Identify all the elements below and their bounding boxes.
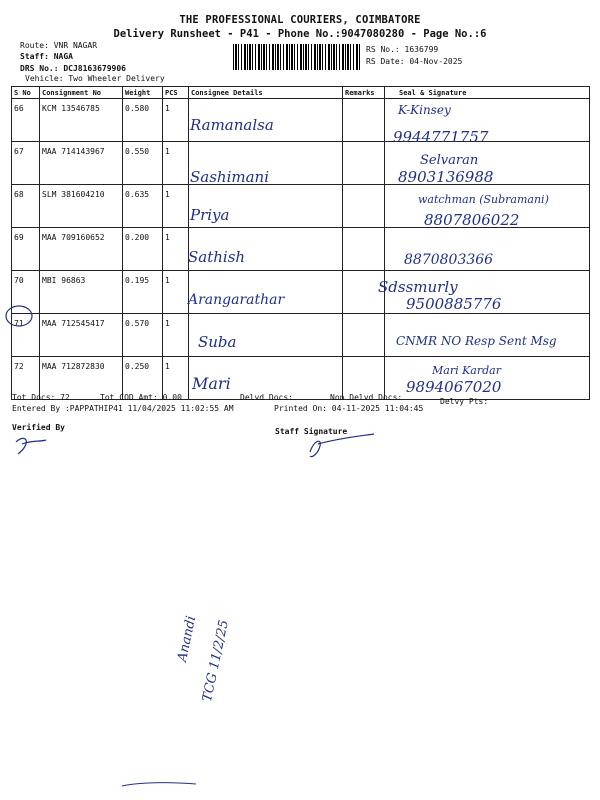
cell-sno: 70 — [12, 271, 40, 314]
col-remarks: Remarks — [343, 87, 385, 99]
total-cod: Tot COD Amt: 0.00 — [100, 393, 182, 402]
cell-pcs: 1 — [163, 271, 189, 314]
row-71-circle-mark — [4, 303, 34, 329]
cell-pcs: 1 — [163, 99, 189, 142]
total-docs: Tot Docs: 72 — [12, 393, 70, 402]
table-row — [12, 357, 590, 400]
consignee-name-70: Arangarathar — [188, 292, 285, 308]
cell-remarks — [343, 185, 385, 228]
signature-67-phone: 8903136988 — [398, 168, 494, 186]
company-title: THE PROFESSIONAL COURIERS, COIMBATORE — [179, 14, 421, 26]
cell-consignment: KCM 13546785 — [40, 99, 123, 142]
route-label: Route: VNR NAGAR — [20, 41, 98, 50]
cell-sno: 69 — [12, 228, 40, 271]
consignee-name-71: Suba — [198, 333, 237, 351]
delivered-docs: Delvd Docs: — [240, 393, 293, 402]
cell-pcs: 1 — [163, 357, 189, 400]
runsheet-subtitle: Delivery Runsheet - P41 - Phone No.:9047080280 - Page No.:6 — [113, 28, 487, 40]
cell-weight: 0.570 — [123, 314, 163, 357]
signature-68-name: watchman (Subramani) — [418, 193, 549, 206]
col-pcs: PCS — [163, 87, 189, 99]
table-row — [12, 228, 590, 271]
non-delivered-docs: Non Delvd Docs: — [330, 393, 403, 402]
rs-date: RS Date: 04-Nov-2025 — [366, 57, 463, 66]
cell-pcs: 1 — [163, 185, 189, 228]
cell-remarks — [343, 228, 385, 271]
cell-remarks — [343, 99, 385, 142]
printed-on: Printed On: 04-11-2025 11:04:45 — [274, 404, 424, 413]
consignee-name-66: Ramanalsa — [190, 116, 274, 134]
cell-weight: 0.250 — [123, 357, 163, 400]
col-signature: Seal & Signature — [385, 87, 590, 99]
cell-weight: 0.195 — [123, 271, 163, 314]
cell-consignment: MAA 712872830 — [40, 357, 123, 400]
cell-pcs: 1 — [163, 142, 189, 185]
drs-number: DRS No.: DCJ8163679906 — [20, 64, 126, 73]
cell-sno: 67 — [12, 142, 40, 185]
barcode — [233, 44, 360, 70]
signature-68-phone: 8807806022 — [424, 211, 520, 229]
cell-remarks — [343, 314, 385, 357]
margin-note-ref: TCG 11/2/25 — [200, 618, 232, 704]
cell-consignment: MAA 714143967 — [40, 142, 123, 185]
cell-remarks — [343, 142, 385, 185]
cell-consignment: MAA 712545417 — [40, 314, 123, 357]
col-consignment: Consignment No — [40, 87, 123, 99]
cell-sno: 71 — [12, 314, 40, 357]
margin-note-name: Anandi — [175, 614, 200, 664]
staff-label: Staff: NAGA — [20, 52, 73, 61]
cell-weight: 0.200 — [123, 228, 163, 271]
table-header-row — [12, 87, 590, 99]
cell-consignment: MAA 709160652 — [40, 228, 123, 271]
table-row — [12, 271, 590, 314]
staff-signature-label: Staff Signature — [275, 427, 348, 436]
signature-66-phone: 9944771757 — [393, 128, 489, 146]
cell-consignment: MBI 96863 — [40, 271, 123, 314]
signature-67-name: Selvaran — [420, 153, 479, 168]
table-row — [12, 142, 590, 185]
signature-72-name: Mari Kardar — [432, 364, 501, 377]
verified-by-label: Verified By — [12, 423, 65, 432]
signature-70-name: Sdssmurly — [378, 278, 458, 296]
cell-sno: 66 — [12, 99, 40, 142]
staff-signature-scribble — [300, 430, 380, 460]
cell-sno: 72 — [12, 357, 40, 400]
cell-weight: 0.635 — [123, 185, 163, 228]
col-sno: S No — [12, 87, 40, 99]
cell-weight: 0.550 — [123, 142, 163, 185]
cell-consignment: SLM 381604210 — [40, 185, 123, 228]
cell-sno: 68 — [12, 185, 40, 228]
table-row — [12, 99, 590, 142]
delivery-points: Delvy Pts: — [440, 397, 489, 406]
cell-pcs: 1 — [163, 228, 189, 271]
signature-71-note: CNMR NO Resp Sent Msg — [396, 334, 557, 348]
bottom-pen-mark — [120, 778, 200, 790]
consignee-name-72: Mari — [192, 374, 231, 393]
cell-pcs: 1 — [163, 314, 189, 357]
verifier-signature — [12, 434, 62, 456]
signature-69-phone: 8870803366 — [404, 252, 494, 268]
consignee-name-69: Sathish — [188, 248, 246, 266]
consignee-name-67: Sashimani — [190, 168, 269, 186]
cell-weight: 0.580 — [123, 99, 163, 142]
signature-72-phone: 9894067020 — [406, 378, 502, 396]
runsheet-table — [11, 86, 590, 400]
signature-70-phone: 9500885776 — [406, 295, 502, 313]
vehicle-label: Vehicle: Two Wheeler Delivery — [25, 74, 165, 83]
entered-by: Entered By :PAPPATHIP41 11/04/2025 11:02:55 AM — [12, 404, 234, 413]
consignee-name-68: Priya — [190, 206, 230, 224]
rs-number: RS No.: 1636799 — [366, 45, 439, 54]
col-consignee: Consignee Details — [189, 87, 343, 99]
col-weight: Weight — [123, 87, 163, 99]
signature-66-name: K-Kinsey — [398, 103, 451, 117]
